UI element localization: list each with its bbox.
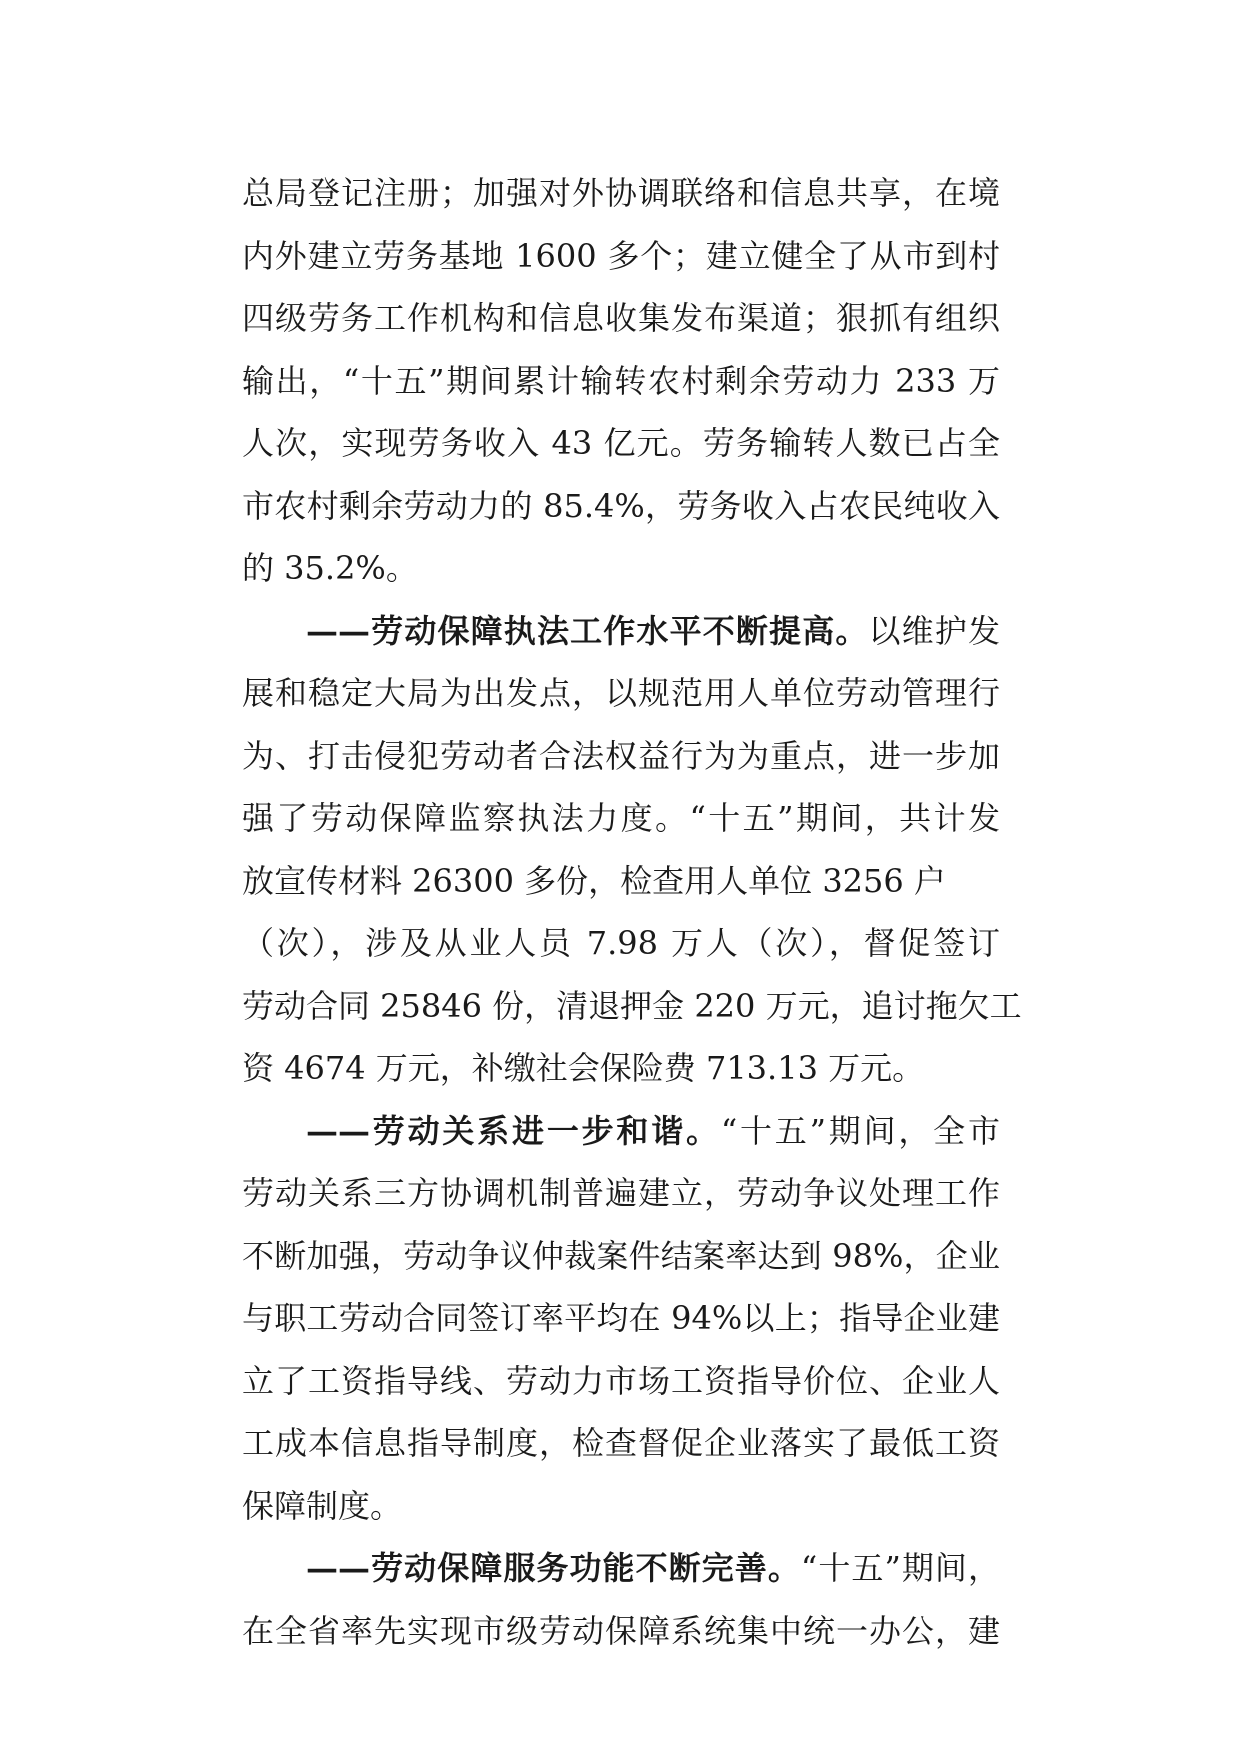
body-text bbox=[242, 162, 1022, 1662]
text-run: “十五”期间，全市 bbox=[720, 1111, 1000, 1150]
text-line: 资 4674 万元，补缴社会保险费 713.13 万元。 bbox=[242, 1049, 925, 1087]
text-line: 的 35.2%。 bbox=[242, 549, 418, 587]
paragraph-first-line bbox=[242, 1537, 1000, 1600]
text-line: 在全省率先实现市级劳动保障系统集中统一办公，建 bbox=[242, 1611, 1000, 1650]
text-line: 总局登记注册；加强对外协调联络和信息共享，在境 bbox=[242, 174, 1000, 212]
paragraph-service-function bbox=[242, 1537, 1000, 1662]
text-run: 以维护发 bbox=[868, 611, 1000, 650]
text-line: 劳动关系三方协调机制普遍建立，劳动争议处理工作 bbox=[242, 1174, 1000, 1212]
section-heading: ——劳动保障执法工作水平不断提高。 bbox=[306, 611, 869, 650]
text-line: 市农村剩余劳动力的 85.4%，劳务收入占农民纯收入 bbox=[242, 486, 1000, 525]
paragraph-labor-relations bbox=[242, 1100, 1000, 1538]
text-line: 劳动合同 25846 份，清退押金 220 万元，追讨拖欠工 bbox=[242, 986, 1022, 1025]
text-line: 立了工资指导线、劳动力市场工资指导价位、企业人 bbox=[242, 1361, 1000, 1400]
text-line: 为、打击侵犯劳动者合法权益行为为重点，进一步加 bbox=[242, 736, 1000, 775]
text-line: （次），涉及从业人员 7.98 万人（次），督促签订 bbox=[242, 924, 1000, 962]
text-line: 与职工劳动合同签订率平均在 94%以上；指导企业建 bbox=[242, 1299, 1000, 1337]
text-line: 展和稳定大局为出发点，以规范用人单位劳动管理行 bbox=[242, 674, 1000, 712]
text-line: 不断加强，劳动争议仲裁案件结案率达到 98%，企业 bbox=[242, 1236, 1000, 1275]
paragraph-first-line bbox=[242, 600, 1000, 663]
text-line: 保障制度。 bbox=[242, 1486, 403, 1525]
text-run: “十五”期间， bbox=[800, 1549, 1000, 1587]
paragraph-first-line bbox=[242, 1100, 1000, 1163]
paragraph-labor-export bbox=[242, 162, 1000, 600]
text-line: 强了劳动保障监察执法力度。“十五”期间，共计发 bbox=[242, 799, 1000, 837]
paragraph-law-enforcement bbox=[242, 600, 1022, 1100]
text-line: 四级劳务工作机构和信息收集发布渠道；狠抓有组织 bbox=[242, 299, 1000, 337]
text-line: 放宣传材料 26300 多份，检查用人单位 3256 户 bbox=[242, 861, 946, 900]
section-heading: ——劳动关系进一步和谐。 bbox=[306, 1111, 721, 1150]
text-line: 工成本信息指导制度，检查督促企业落实了最低工资 bbox=[242, 1424, 1000, 1462]
section-heading: ——劳动保障服务功能不断完善。 bbox=[306, 1549, 801, 1587]
text-line: 输出，“十五”期间累计输转农村剩余劳动力 233 万 bbox=[242, 361, 1000, 400]
text-line: 内外建立劳务基地 1600 多个；建立健全了从市到村 bbox=[242, 236, 1000, 275]
text-line: 人次，实现劳务收入 43 亿元。劳务输转人数已占全 bbox=[242, 424, 1000, 462]
